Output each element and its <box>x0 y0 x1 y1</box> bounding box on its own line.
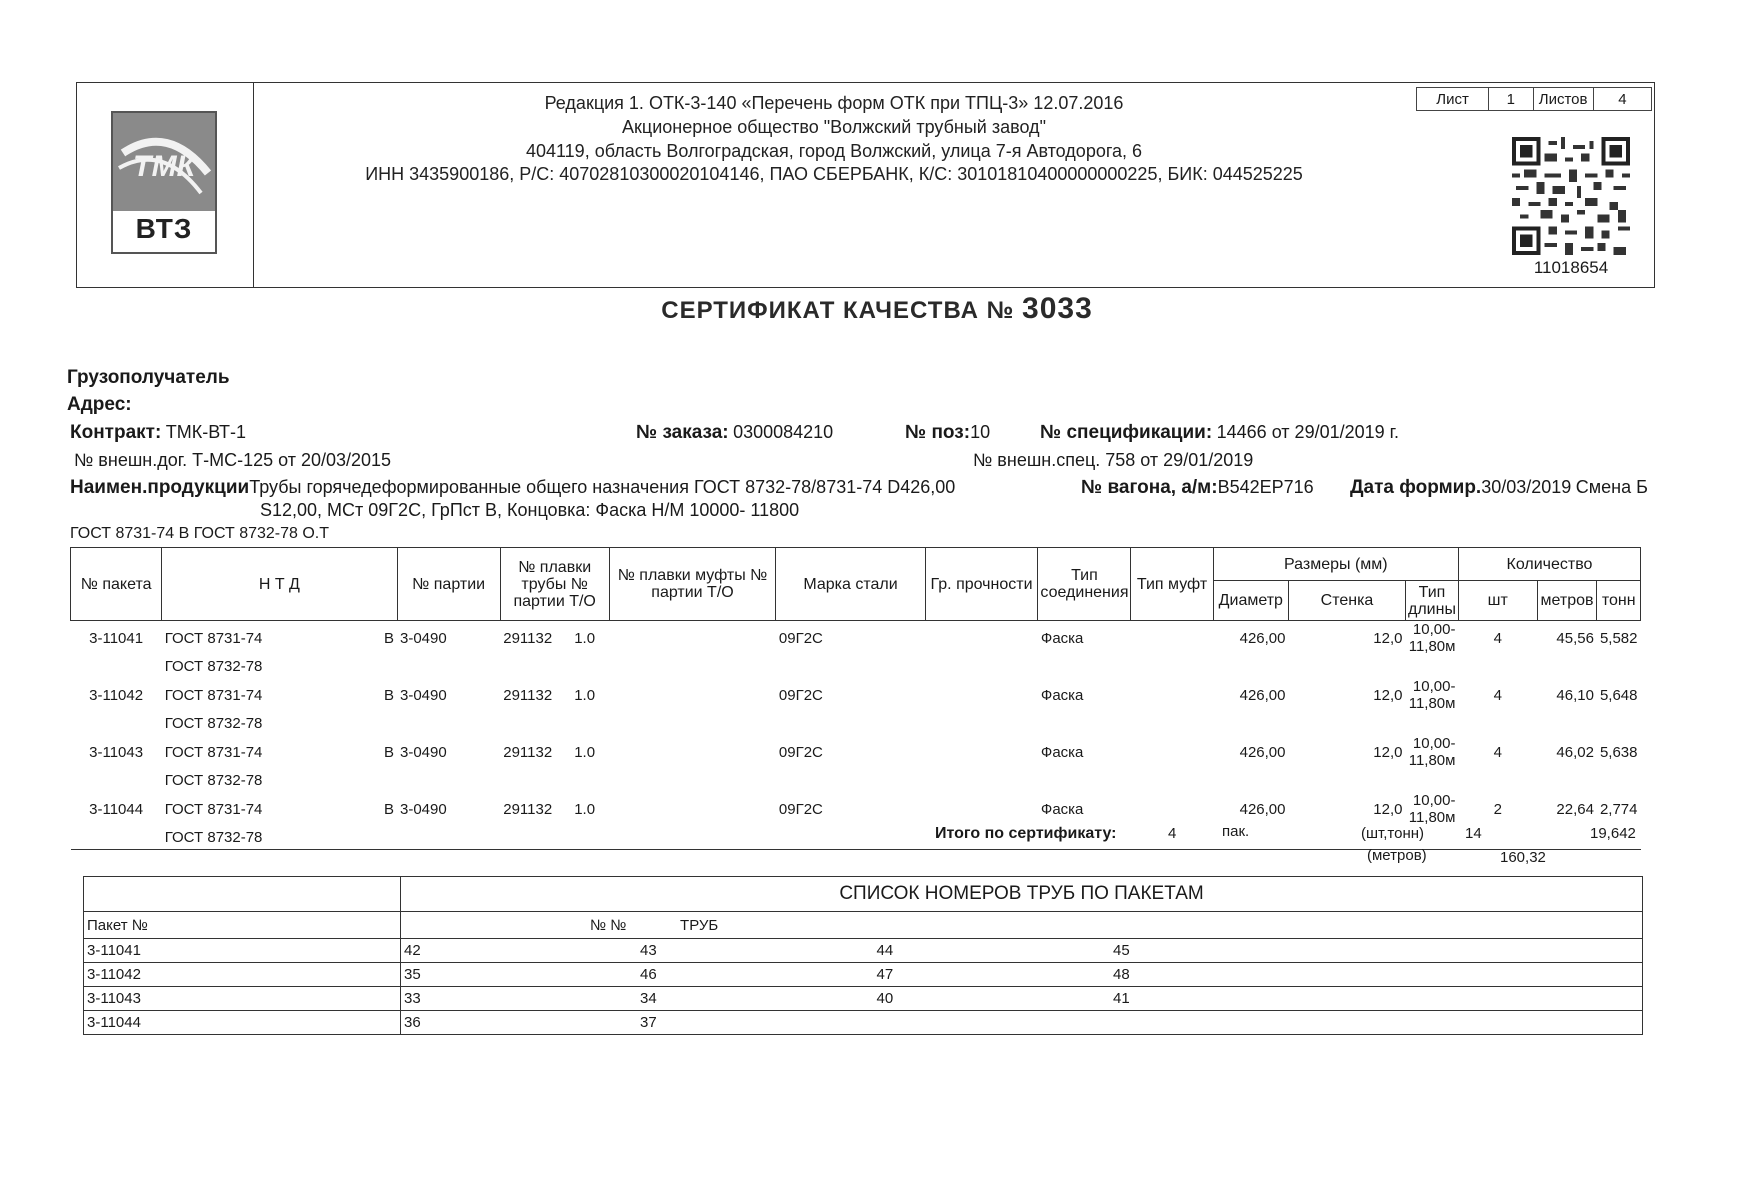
cell-empty <box>776 826 925 850</box>
cell-steel: 09Г2С <box>778 800 823 818</box>
certificate-table <box>70 547 1641 850</box>
list-pipe-number: 34 <box>637 987 874 1011</box>
cell-empty <box>1213 655 1288 678</box>
cell-empty <box>71 769 162 792</box>
cell-ntd2: ГОСТ 8732-78 <box>162 826 311 850</box>
cell-to: 1.0 <box>574 686 596 704</box>
cell-empty <box>397 826 500 850</box>
edition-line: Редакция 1. ОТК-3-140 «Перечень форм ОТК при ТПЦ-3» 12.07.2016 <box>544 93 1124 113</box>
cell-packet: 3-11044 <box>89 800 144 818</box>
th-tons: тонн <box>1597 581 1641 621</box>
list-pipe-number: 37 <box>637 1011 874 1035</box>
wagon-value: В542ЕР716 <box>1217 477 1314 497</box>
cell-batch: 3-0490 <box>400 743 447 761</box>
cell-tons: 5,638 <box>1599 743 1638 761</box>
cell-length: 10,00-11,80м <box>1408 678 1456 712</box>
list-packet-header: Пакет № <box>84 912 401 939</box>
list-pipe-number: 44 <box>874 939 1111 963</box>
cell-empty <box>1405 769 1458 792</box>
cell-empty <box>1038 769 1131 792</box>
cell-heat-number: 291132 <box>503 800 553 818</box>
order-label: № заказа: <box>636 422 729 443</box>
company-bank-details: ИНН 3435900186, Р/С: 40702810300020104146, ПАО СБЕРБАНК, К/С: 30101810400000000225, БИК: 044525225 <box>365 164 1303 184</box>
cell-heat <box>500 792 609 826</box>
cell-empty <box>609 826 776 850</box>
table-row <box>71 621 1641 656</box>
th-sizes: Размеры (мм) <box>1213 548 1458 581</box>
cell-connection: Фаска <box>1040 743 1084 761</box>
cell-empty <box>397 712 500 735</box>
th-heat-pipe: № плавки трубы № партии Т/О <box>500 548 609 621</box>
list-packet: 3-11042 <box>84 963 401 987</box>
cell-heat <box>500 621 609 656</box>
cell-grade: В <box>383 629 394 647</box>
order-value: 0300084210 <box>733 422 834 442</box>
qr-number: 11018654 <box>1533 258 1609 277</box>
th-coupling-type: Тип муфт <box>1131 548 1213 621</box>
cell-empty <box>71 655 162 678</box>
cell-meters: 46,10 <box>1556 686 1594 704</box>
cell-heat-number: 291132 <box>503 743 553 761</box>
cell-empty <box>311 826 397 850</box>
pipe-list-table <box>83 876 1643 1035</box>
cell-empty <box>776 769 925 792</box>
logo-vtz-text: ВТЗ <box>135 213 193 244</box>
cell-empty <box>500 826 609 850</box>
cell-diameter: 426,00 <box>1239 800 1286 818</box>
cell-to: 1.0 <box>574 800 596 818</box>
table-row <box>71 792 1641 826</box>
spec-value: 14466 от 29/01/2019 г. <box>1216 422 1400 442</box>
cell-tons: 5,648 <box>1599 686 1638 704</box>
th-steel: Марка стали <box>776 548 925 621</box>
th-ntd: Н Т Д <box>162 548 397 621</box>
cell-diameter: 426,00 <box>1239 629 1286 647</box>
list-packet: 3-11044 <box>84 1011 401 1035</box>
cell-empty <box>609 712 776 735</box>
cell-batch: 3-0490 <box>400 629 447 647</box>
cell-empty <box>609 621 776 656</box>
list-pipe-number: 45 <box>1110 939 1347 963</box>
position-line <box>905 422 990 444</box>
contract-line <box>70 422 246 444</box>
position-value: 10 <box>970 422 991 442</box>
totals-pcs-tons-label: (шт,тонн) <box>1361 825 1425 842</box>
cell-empty <box>1213 769 1288 792</box>
cell-empty <box>925 621 1038 656</box>
list-pipe-number: 43 <box>637 939 874 963</box>
cell-empty <box>311 712 397 735</box>
cell-pcs: 4 <box>1493 743 1502 761</box>
th-pcs: шт <box>1458 581 1537 621</box>
cell-empty <box>1131 735 1213 769</box>
cell-empty <box>311 655 397 678</box>
table-row <box>71 678 1641 712</box>
list-pipe-number <box>1110 1011 1347 1035</box>
product-line1: Трубы горячедеформированные общего назначения ГОСТ 8732-78/8731-74 D426,00 <box>249 477 956 497</box>
cell-steel: 09Г2С <box>778 686 823 704</box>
cell-heat <box>500 735 609 769</box>
cell-pcs: 4 <box>1493 629 1502 647</box>
cell-packet: 3-11041 <box>89 629 144 647</box>
cell-heat-number: 291132 <box>503 686 553 704</box>
cell-empty <box>1537 712 1597 735</box>
list-item <box>84 987 1643 1011</box>
list-packet: 3-11043 <box>84 987 401 1011</box>
list-pipes-header <box>401 912 1643 939</box>
list-pipe-number: 47 <box>874 963 1111 987</box>
position-label: № поз: <box>905 422 971 443</box>
cell-empty <box>71 712 162 735</box>
list-pipe-number: 35 <box>401 963 638 987</box>
th-length-type: Тип длины <box>1405 581 1458 621</box>
cell-connection: Фаска <box>1040 629 1084 647</box>
list-pipe-number: 46 <box>637 963 874 987</box>
contract-value: ТМК-ВТ-1 <box>165 422 247 442</box>
cell-ntd1: ГОСТ 8731-74 <box>164 686 263 704</box>
cell-connection: Фаска <box>1040 800 1084 818</box>
cell-wall: 12,0 <box>1373 800 1403 818</box>
th-packet: № пакета <box>71 548 162 621</box>
cell-steel: 09Г2С <box>778 629 823 647</box>
list-pipe-number: 33 <box>401 987 638 1011</box>
list-title-blank <box>84 877 401 912</box>
shift-value: Смена Б <box>1575 477 1648 497</box>
cell-empty <box>1131 769 1213 792</box>
cell-empty <box>500 712 609 735</box>
cell-ntd2: ГОСТ 8732-78 <box>164 772 263 789</box>
cell-tons: 2,774 <box>1599 800 1638 818</box>
cell-empty <box>500 655 609 678</box>
cell-empty <box>1131 712 1213 735</box>
cell-empty <box>609 735 776 769</box>
cell-empty <box>397 655 500 678</box>
cell-empty <box>925 792 1038 826</box>
cell-to: 1.0 <box>574 629 596 647</box>
cell-empty <box>1131 678 1213 712</box>
cell-empty <box>925 712 1038 735</box>
cell-empty <box>1131 792 1213 826</box>
totals-label: Итого по сертификату: <box>935 825 1117 842</box>
cell-meters: 22,64 <box>1556 800 1594 818</box>
list-nn-header: № № <box>590 916 627 934</box>
cell-batch: 3-0490 <box>400 686 447 704</box>
cell-empty <box>500 769 609 792</box>
cell-ntd2: ГОСТ 8732-78 <box>164 658 263 675</box>
spec-line <box>1040 422 1399 444</box>
totals-tons: 19,642 <box>1590 825 1636 842</box>
sheets-value: 4 <box>1618 90 1627 108</box>
totals-meters-label: (метров) <box>1367 847 1427 864</box>
page-title <box>0 292 1754 326</box>
cell-empty <box>776 712 925 735</box>
cell-empty <box>925 735 1038 769</box>
cell-empty <box>609 769 776 792</box>
cell-empty <box>1597 655 1641 678</box>
cell-packet: 3-11042 <box>89 686 144 704</box>
cell-empty <box>776 655 925 678</box>
cell-grade: В <box>383 686 394 704</box>
list-pipe-number: 42 <box>401 939 638 963</box>
certificate-number: 3033 <box>1022 292 1093 325</box>
cell-empty <box>1289 655 1406 678</box>
cell-empty <box>609 678 776 712</box>
cell-empty <box>1038 712 1131 735</box>
sheet-counter <box>1416 87 1652 111</box>
title-text: СЕРТИФИКАТ КАЧЕСТВА № <box>661 297 1015 324</box>
cell-empty <box>1213 712 1288 735</box>
company-address: 404119, область Волгоградская, город Волжский, улица 7-я Автодорога, 6 <box>525 141 1143 161</box>
cell-empty <box>1289 712 1406 735</box>
th-wall: Стенка <box>1289 581 1406 621</box>
cell-wall: 12,0 <box>1373 743 1403 761</box>
cell-ntd1: ГОСТ 8731-74 <box>164 800 263 818</box>
cell-empty <box>1289 769 1406 792</box>
sheet-value: 1 <box>1489 88 1533 110</box>
cell-empty <box>925 678 1038 712</box>
cell-length: 10,00-11,80м <box>1408 792 1456 826</box>
cell-wall: 12,0 <box>1373 686 1403 704</box>
cell-tons: 5,582 <box>1599 629 1638 647</box>
consignee-label: Грузополучатель <box>67 367 230 388</box>
gost-line: ГОСТ 8731-74 В ГОСТ 8732-78 О.Т <box>70 525 330 542</box>
sheet-label: Лист <box>1417 88 1489 110</box>
cell-empty <box>1405 712 1458 735</box>
totals-meters: 160,32 <box>1500 849 1546 866</box>
cell-diameter: 426,00 <box>1239 686 1286 704</box>
cell-connection: Фаска <box>1040 686 1084 704</box>
list-item <box>84 963 1643 987</box>
list-packet: 3-11041 <box>84 939 401 963</box>
list-item <box>84 939 1643 963</box>
cell-packet: 3-11043 <box>89 743 144 761</box>
table-row-continuation <box>71 655 1641 678</box>
cell-empty <box>1458 769 1537 792</box>
list-pipe-number: 36 <box>401 1011 638 1035</box>
cell-empty <box>925 655 1038 678</box>
cell-steel: 09Г2С <box>778 743 823 761</box>
address-label: Адрес: <box>67 394 132 415</box>
cell-pcs: 2 <box>1493 800 1502 818</box>
cell-length: 10,00-11,80м <box>1408 621 1456 655</box>
cell-empty <box>609 655 776 678</box>
cell-empty <box>1131 621 1213 656</box>
list-item <box>84 1011 1643 1035</box>
date-label: Дата формир. <box>1350 477 1482 498</box>
product-label: Наимен.продукции <box>70 477 250 498</box>
cell-empty <box>1537 769 1597 792</box>
totals-packets-unit: пак. <box>1222 823 1250 840</box>
cell-empty <box>1405 655 1458 678</box>
cell-to: 1.0 <box>574 743 596 761</box>
cell-empty <box>311 769 397 792</box>
cell-empty <box>1458 712 1537 735</box>
wagon-label: № вагона, а/м: <box>1081 477 1218 498</box>
th-quantity: Количество <box>1458 548 1640 581</box>
cell-ntd1: ГОСТ 8731-74 <box>164 743 263 761</box>
cell-empty <box>71 826 162 850</box>
cell-heat-number: 291132 <box>503 629 553 647</box>
order-line <box>636 422 833 444</box>
cell-grade: В <box>383 743 394 761</box>
table-row-continuation <box>71 712 1641 735</box>
list-rest <box>1347 987 1643 1011</box>
list-rest <box>1347 1011 1643 1035</box>
cell-batch: 3-0490 <box>400 800 447 818</box>
th-connection: Тип соединения <box>1038 548 1131 621</box>
cell-ntd1: ГОСТ 8731-74 <box>164 629 263 647</box>
cell-pcs: 4 <box>1493 686 1502 704</box>
list-pipe-number: 41 <box>1110 987 1347 1011</box>
totals-pcs: 14 <box>1465 825 1482 842</box>
date-value: 30/03/2019 <box>1481 477 1572 497</box>
list-pipes-word: ТРУБ <box>680 916 719 934</box>
wagon-line <box>1081 477 1314 499</box>
contract-label: Контракт: <box>70 422 162 443</box>
cell-ntd2: ГОСТ 8732-78 <box>164 715 263 732</box>
cell-empty <box>925 769 1038 792</box>
cell-empty <box>1458 655 1537 678</box>
product-line <box>70 477 955 499</box>
totals-packets: 4 <box>1168 825 1177 842</box>
th-strength: Гр. прочности <box>925 548 1038 621</box>
th-meters: метров <box>1537 581 1597 621</box>
logo-tmk-text: ТМК <box>132 150 196 183</box>
cell-heat <box>500 678 609 712</box>
cell-wall: 12,0 <box>1373 629 1403 647</box>
cell-empty <box>1131 655 1213 678</box>
date-line <box>1350 477 1648 499</box>
external-spec: № внешн.спец. 758 от 29/01/2019 <box>973 450 1254 470</box>
sheets-label: Листов <box>1534 88 1594 110</box>
cell-empty <box>609 792 776 826</box>
th-diameter: Диаметр <box>1213 581 1288 621</box>
list-pipe-number <box>874 1011 1111 1035</box>
qr-code-icon <box>1512 137 1630 255</box>
th-batch: № партии <box>397 548 500 621</box>
product-line2: S12,00, МСт 09Г2С, ГрПст В, Концовка: Фаска Н/М 10000- 11800 <box>260 500 800 520</box>
table-row-continuation <box>71 769 1641 792</box>
cell-length: 10,00-11,80м <box>1408 735 1456 769</box>
external-contract: № внешн.дог. Т-МС-125 от 20/03/2015 <box>74 450 392 470</box>
list-rest <box>1347 963 1643 987</box>
list-rest <box>1347 939 1643 963</box>
company-name: Акционерное общество "Волжский трубный завод" <box>622 117 1046 137</box>
cell-meters: 46,02 <box>1556 743 1594 761</box>
cell-empty <box>397 769 500 792</box>
cell-empty <box>1597 712 1641 735</box>
list-pipe-number: 40 <box>874 987 1111 1011</box>
cell-empty <box>1537 826 1597 850</box>
list-pipe-number: 48 <box>1110 963 1347 987</box>
pipe-list-title: СПИСОК НОМЕРОВ ТРУБ ПО ПАКЕТАМ <box>401 877 1643 912</box>
cell-empty <box>1537 655 1597 678</box>
table-row <box>71 735 1641 769</box>
spec-label: № спецификации: <box>1040 422 1213 443</box>
th-heat-coupling: № плавки муфты № партии Т/О <box>609 548 776 621</box>
cell-empty <box>1597 769 1641 792</box>
cell-empty <box>1038 655 1131 678</box>
cell-grade: В <box>383 800 394 818</box>
cell-meters: 45,56 <box>1556 629 1594 647</box>
cell-diameter: 426,00 <box>1239 743 1286 761</box>
